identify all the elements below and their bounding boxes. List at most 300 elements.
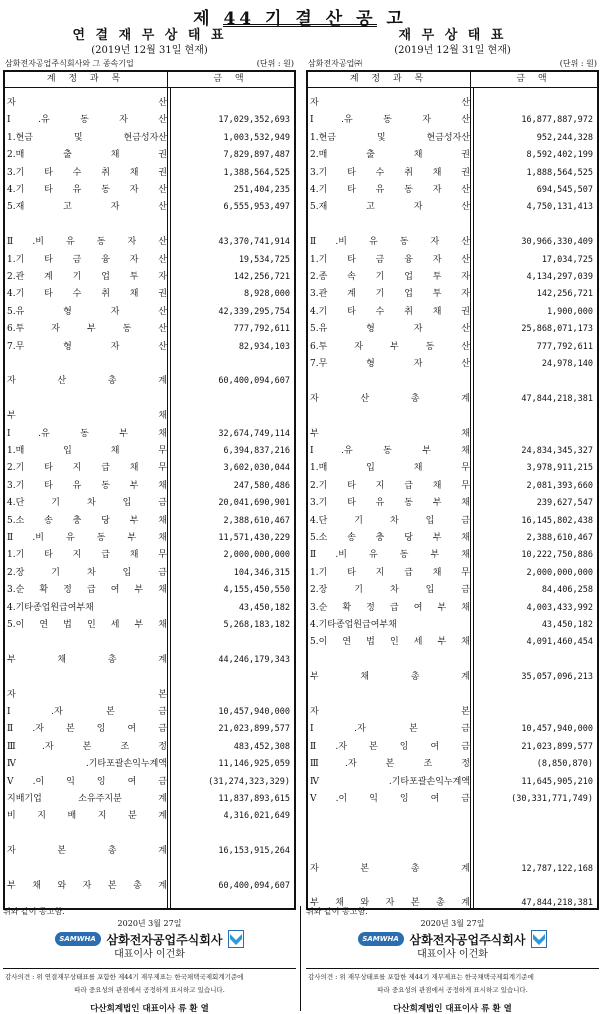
account-label [5, 513, 167, 530]
table-row [5, 565, 294, 582]
amount-value: 43,370,741,914 [218, 237, 290, 248]
account-label [5, 304, 167, 321]
amount-value: 25,868,071,173 [521, 324, 593, 335]
account-text: 4.단 기 차 입 금 [310, 515, 470, 526]
account-text: 4.단 기 차 입 금 [7, 498, 167, 509]
account-text: Ⅳ.기타포괄손익누계액 [310, 776, 470, 787]
table-row [5, 356, 294, 373]
table-row [308, 687, 597, 704]
account-text [7, 634, 167, 651]
account-text: 3.기 타 수 취 채 권 [7, 167, 167, 178]
table-row [5, 878, 294, 895]
table-header [5, 72, 294, 88]
audit-opinion [3, 969, 296, 996]
amount-value [470, 408, 597, 425]
amount-value: 11,146,925,059 [218, 759, 290, 770]
amount-value: (8,850,870) [536, 759, 593, 770]
account-text: 비 지 배 지 분 계 [7, 811, 167, 822]
amount-value [470, 687, 597, 704]
table-row [5, 530, 294, 547]
table-row [5, 704, 294, 721]
table-row [5, 443, 294, 460]
audit-opinion [306, 969, 599, 996]
table-row [5, 373, 294, 390]
account-text: 2.종 속 기 업 투 자 [310, 272, 470, 282]
account-label [308, 495, 470, 512]
account-text: 부 채 [7, 411, 167, 422]
account-text: Ⅱ.자 본 잉 여 금 [310, 741, 470, 752]
account-text [310, 217, 470, 234]
amount-value: 20,041,690,901 [218, 498, 290, 509]
title-underline [223, 24, 377, 25]
account-label [5, 217, 167, 234]
company-row [3, 57, 296, 70]
amount-value: 10,457,940,000 [521, 724, 593, 735]
account-label [5, 408, 167, 425]
account-text: Ⅲ.자 본 조 정 [7, 741, 167, 752]
table-row [308, 408, 597, 425]
table-row [308, 269, 597, 286]
account-label [308, 721, 470, 738]
account-text: 4.기 타 수 취 채 권 [310, 306, 470, 317]
table-row [5, 182, 294, 199]
table-row [308, 304, 597, 321]
account-label [308, 774, 470, 791]
account-label [308, 861, 470, 878]
account-label [308, 739, 470, 756]
table-row [308, 791, 597, 808]
account-label [5, 704, 167, 721]
amount-value: 1,388,564,525 [223, 167, 290, 178]
table-row [308, 199, 597, 216]
table-row [308, 652, 597, 669]
audit-line-2: 따라 중요성의 관점에서 공정하게 표시하고 있습니다. [74, 986, 225, 994]
account-text: Ⅱ.비 유 동 자 산 [7, 237, 167, 248]
amount-value: (31,274,323,329) [208, 776, 290, 787]
amount-value: 21,023,899,577 [521, 741, 593, 752]
amount-value: 777,792,611 [536, 341, 593, 352]
amount-value [167, 408, 294, 425]
account-label [308, 617, 470, 634]
account-label [308, 513, 470, 530]
amount-value: 24,978,140 [541, 359, 593, 369]
audit-line-1: 감사의견 : 위 연결재무상태표를 포함한 제44기 재무제표는 한국채택국제회계기준에 [5, 973, 244, 981]
table-row [308, 165, 597, 182]
table-row [308, 861, 597, 878]
amount-value: 11,571,430,229 [218, 533, 290, 543]
account-label [308, 756, 470, 773]
amount-value: 239,627,547 [536, 498, 593, 509]
account-label [5, 443, 167, 460]
account-label [5, 373, 167, 390]
table-row [5, 582, 294, 599]
table-row [5, 687, 294, 704]
table-row [308, 112, 597, 129]
amount-value: 4,750,131,413 [526, 202, 593, 213]
amount-value [470, 878, 597, 895]
amount-value: 6,555,953,497 [223, 202, 290, 213]
account-label [5, 234, 167, 251]
amount-value: 104,346,315 [233, 567, 290, 578]
account-label [308, 600, 470, 617]
amount-value [167, 669, 294, 686]
table-row [5, 495, 294, 512]
account-label [5, 130, 167, 147]
account-text: Ⅳ.기타포괄손익누계액 [7, 759, 167, 770]
account-label [308, 95, 470, 112]
account-text: Ⅴ.이 익 잉 여 금 [7, 776, 167, 787]
account-text [7, 217, 167, 234]
amount-value: 60,400,094,607 [218, 881, 290, 891]
account-text [7, 356, 167, 373]
account-text: Ⅰ.자 본 금 [7, 707, 167, 717]
table-row [308, 356, 597, 373]
account-text: 1.기 타 지 급 채 무 [310, 567, 470, 578]
table-row [308, 774, 597, 791]
table-row [308, 634, 597, 651]
account-text: Ⅱ.비 유 동 자 산 [310, 237, 470, 248]
consolidated-statement [3, 28, 296, 910]
table-row [5, 460, 294, 477]
table-row [308, 443, 597, 460]
amount-value [470, 426, 597, 443]
account-label [5, 547, 167, 564]
account-label [308, 530, 470, 547]
amount-value [167, 826, 294, 843]
account-label [308, 269, 470, 286]
amount-value [470, 843, 597, 860]
table-row [5, 669, 294, 686]
amount-value: 35,057,096,213 [521, 672, 593, 683]
table-row [308, 217, 597, 234]
right-footer [306, 906, 599, 1014]
table-row [308, 391, 597, 408]
account-label [308, 878, 470, 895]
unit-label: (단위 : 원) [559, 59, 597, 68]
amount-value: 251,404,235 [233, 185, 290, 195]
account-label [5, 165, 167, 182]
account-label [308, 199, 470, 216]
amount-value [470, 704, 597, 721]
account-text: 1.매 입 채 무 [7, 446, 167, 456]
left-footer [3, 906, 296, 1014]
account-label [5, 861, 167, 878]
table-row [308, 321, 597, 338]
account-text: 자 산 [7, 98, 167, 108]
account-text: Ⅲ.자 본 조 정 [310, 759, 470, 770]
account-text: 2.관 계 기 업 투 자 [7, 272, 167, 282]
table-row [308, 756, 597, 773]
account-label [5, 652, 167, 669]
table-row [308, 286, 597, 303]
company-seal-icon [228, 930, 244, 948]
account-label [5, 321, 167, 338]
account-label [5, 878, 167, 895]
account-label [5, 791, 167, 808]
table-row [5, 843, 294, 860]
amount-value: 1,888,564,525 [526, 167, 593, 178]
table-row [5, 634, 294, 651]
publication-date: 2020년 3월 27일 [117, 919, 182, 928]
account-text: Ⅰ.유 동 자 산 [310, 115, 470, 126]
account-text: 6.투 자 부 동 산 [7, 324, 167, 335]
account-label [308, 147, 470, 164]
account-label [5, 687, 167, 704]
account-text: 1.기 타 금 융 자 산 [7, 254, 167, 265]
amount-value: 4,134,297,039 [526, 272, 593, 282]
amount-value: 4,155,450,550 [223, 585, 290, 596]
account-text [310, 652, 470, 669]
amount-value: 82,934,103 [238, 341, 290, 352]
amount-value: 84,406,258 [541, 585, 593, 596]
samwha-logo: SAMWHA [55, 932, 101, 946]
amount-value: 4,091,460,454 [526, 637, 593, 648]
account-label [5, 634, 167, 651]
amount-value: 24,834,345,327 [521, 446, 593, 456]
amount-value [167, 356, 294, 373]
table-row [5, 861, 294, 878]
account-text [7, 826, 167, 843]
amount-value: 47,844,218,381 [521, 898, 593, 909]
table-row [308, 95, 597, 112]
amount-value: 47,844,218,381 [521, 393, 593, 404]
account-text: Ⅱ.자 본 잉 여 금 [7, 724, 167, 735]
amount-value: 19,534,725 [238, 254, 290, 265]
account-label [5, 826, 167, 843]
table-row [5, 617, 294, 634]
account-label [5, 530, 167, 547]
table-row [5, 304, 294, 321]
company-signature [306, 930, 599, 948]
account-label [308, 843, 470, 860]
auditor-name: 다산회계법인 대표이사 류 환 열 [90, 1004, 209, 1014]
table-row [308, 617, 597, 634]
table-row [5, 234, 294, 251]
amount-value: 2,000,000,000 [526, 567, 593, 578]
account-label [5, 252, 167, 269]
account-label [5, 391, 167, 408]
audit-line-1: 감사의견 : 위 재무상태표를 포함한 제44기 재무제표는 한국채택국제회계기준에 [308, 973, 534, 981]
amount-value: 42,339,295,754 [218, 306, 290, 317]
account-label [308, 687, 470, 704]
table-row [5, 547, 294, 564]
amount-value [167, 391, 294, 408]
table-row [5, 791, 294, 808]
table-row [308, 600, 597, 617]
account-text: 자 본 [310, 707, 470, 717]
amount-value: 4,003,433,992 [526, 602, 593, 613]
table-row [308, 426, 597, 443]
publication-date: 2020년 3월 27일 [420, 919, 485, 928]
account-text: 2.기 타 지 급 채 무 [7, 463, 167, 474]
account-text: 4.기 타 유 동 자 산 [7, 185, 167, 195]
account-text [310, 408, 470, 425]
amount-value: 6,394,837,216 [223, 446, 290, 456]
account-text: 1.매 입 채 무 [310, 463, 470, 474]
account-label [5, 565, 167, 582]
account-text: Ⅴ.이 익 잉 여 금 [310, 794, 470, 804]
account-label [5, 739, 167, 756]
account-text: Ⅰ.자 본 금 [310, 724, 470, 735]
account-text: 자 산 [310, 98, 470, 108]
amount-value [470, 826, 597, 843]
account-text: 자 산 총 계 [310, 393, 470, 404]
account-text [7, 861, 167, 878]
account-text: 7.무 형 자 산 [310, 359, 470, 369]
account-label [308, 565, 470, 582]
account-label [5, 95, 167, 112]
notice-text: 위와 같이 공고함. [3, 907, 65, 916]
account-label [308, 165, 470, 182]
account-text: 5.유 형 자 산 [7, 306, 167, 317]
account-text: 2.매 출 채 권 [310, 150, 470, 161]
table-row [5, 600, 294, 617]
table-row [308, 252, 597, 269]
table-row [308, 373, 597, 390]
account-text [310, 843, 470, 860]
amount-value [470, 652, 597, 669]
account-label [308, 339, 470, 356]
amount-value: 483,452,308 [233, 741, 290, 752]
amount-value: 1,003,532,949 [223, 132, 290, 143]
table-row [5, 426, 294, 443]
account-text: 2.기 타 지 급 채 무 [310, 480, 470, 491]
account-label [308, 182, 470, 199]
account-label [308, 478, 470, 495]
account-text: 부 채 총 계 [310, 672, 470, 683]
account-label [5, 112, 167, 129]
account-text: 자 본 총 계 [310, 863, 470, 874]
footer-vertical-divider [300, 906, 301, 1011]
table-row [308, 669, 597, 686]
table-row [5, 286, 294, 303]
account-label [5, 721, 167, 738]
account-label [5, 843, 167, 860]
amount-value: 43,450,182 [238, 602, 290, 613]
statement-table [3, 70, 296, 910]
account-label [308, 391, 470, 408]
account-label [308, 304, 470, 321]
amount-value: 2,388,610,467 [223, 515, 290, 526]
amount-value: 17,034,725 [541, 254, 593, 265]
account-label [5, 269, 167, 286]
table-row [308, 147, 597, 164]
table-row [5, 199, 294, 216]
amount-value: 32,674,749,114 [218, 428, 290, 439]
amount-value: 10,457,940,000 [218, 707, 290, 717]
account-text [7, 391, 167, 408]
account-text: 3.기 타 수 취 채 권 [310, 167, 470, 178]
account-text: 자 본 [7, 689, 167, 700]
account-text: 5.재 고 자 산 [310, 202, 470, 213]
account-text: 2.장 기 차 입 금 [7, 567, 167, 578]
account-text: Ⅰ.유 동 부 채 [310, 446, 470, 456]
amount-value: 60,400,094,607 [218, 376, 290, 387]
account-text: 1.기 타 지 급 채 무 [7, 550, 167, 561]
statement-date: (2019년 12월 31일 현재) [91, 45, 208, 56]
account-text: 1.현금 및 현금성자산 [7, 132, 167, 143]
amount-value: 16,877,887,972 [521, 115, 593, 126]
ceo-name: 대표이사 이건화 [114, 949, 185, 960]
account-label [5, 600, 167, 617]
account-label [5, 478, 167, 495]
account-text: 지배기업 소유주지분 계 [7, 794, 167, 804]
table-row [5, 408, 294, 425]
amount-value: 43,450,182 [541, 620, 593, 630]
amount-value: 8,592,402,199 [526, 150, 593, 161]
company-name: 삼화전자공업주식회사와 그 종속기업 [5, 59, 134, 68]
account-label [308, 373, 470, 390]
amount-value: (30,331,771,749) [511, 794, 593, 804]
account-label [308, 112, 470, 129]
amount-value: 142,256,721 [233, 272, 290, 282]
account-label [308, 791, 470, 808]
table-row [308, 495, 597, 512]
table-row [308, 182, 597, 199]
table-row [308, 339, 597, 356]
statement-date: (2019년 12월 31일 현재) [394, 45, 511, 56]
account-label [308, 669, 470, 686]
table-row [308, 843, 597, 860]
account-text: 1.현금 및 현금성자산 [310, 132, 470, 143]
account-label [5, 774, 167, 791]
account-text: 3.기 타 유 동 부 채 [7, 480, 167, 491]
account-label [5, 756, 167, 773]
amount-value: 5,268,183,182 [223, 620, 290, 630]
table-row [5, 391, 294, 408]
table-row [308, 565, 597, 582]
amount-value: 12,787,122,168 [521, 863, 593, 874]
account-label [308, 321, 470, 338]
account-text: 4.기 타 유 동 자 산 [310, 185, 470, 195]
page-title: 제 44 기 결 산 공 고 [193, 9, 407, 29]
company-seal-icon [531, 930, 547, 948]
table-row [5, 339, 294, 356]
amount-value: 2,081,393,660 [526, 480, 593, 491]
account-text: Ⅰ.유 동 자 산 [7, 115, 167, 126]
amount-value: 8,928,000 [243, 289, 290, 300]
account-text [310, 373, 470, 390]
account-text: 부 채 와 자 본 총 계 [7, 881, 167, 891]
account-label [308, 582, 470, 599]
amount-value [470, 95, 597, 112]
account-label [5, 460, 167, 477]
table-row [308, 826, 597, 843]
account-label [308, 408, 470, 425]
table-row [5, 478, 294, 495]
unit-label: (단위 : 원) [256, 59, 294, 68]
account-label [5, 495, 167, 512]
account-label [308, 130, 470, 147]
account-label [5, 286, 167, 303]
account-text: 5.이 연 법 인 세 부 채 [310, 637, 470, 648]
account-text: 부 채 총 계 [7, 654, 167, 665]
company-row [306, 57, 599, 70]
table-row [308, 878, 597, 895]
account-label [308, 286, 470, 303]
amount-value: 4,316,021,649 [223, 811, 290, 822]
title-underline-2 [223, 26, 377, 27]
samwha-logo: SAMWHA [358, 932, 404, 946]
statement-title: 연 결 재 무 상 태 표 [72, 28, 227, 43]
amount-value: 142,256,721 [536, 289, 593, 300]
header-amount: 금 액 [516, 74, 552, 84]
header-account: 계 정 과 목 [308, 72, 471, 87]
table-row [5, 112, 294, 129]
amount-value [167, 95, 294, 112]
amount-value: 3,978,911,215 [526, 463, 593, 474]
table-row [308, 478, 597, 495]
